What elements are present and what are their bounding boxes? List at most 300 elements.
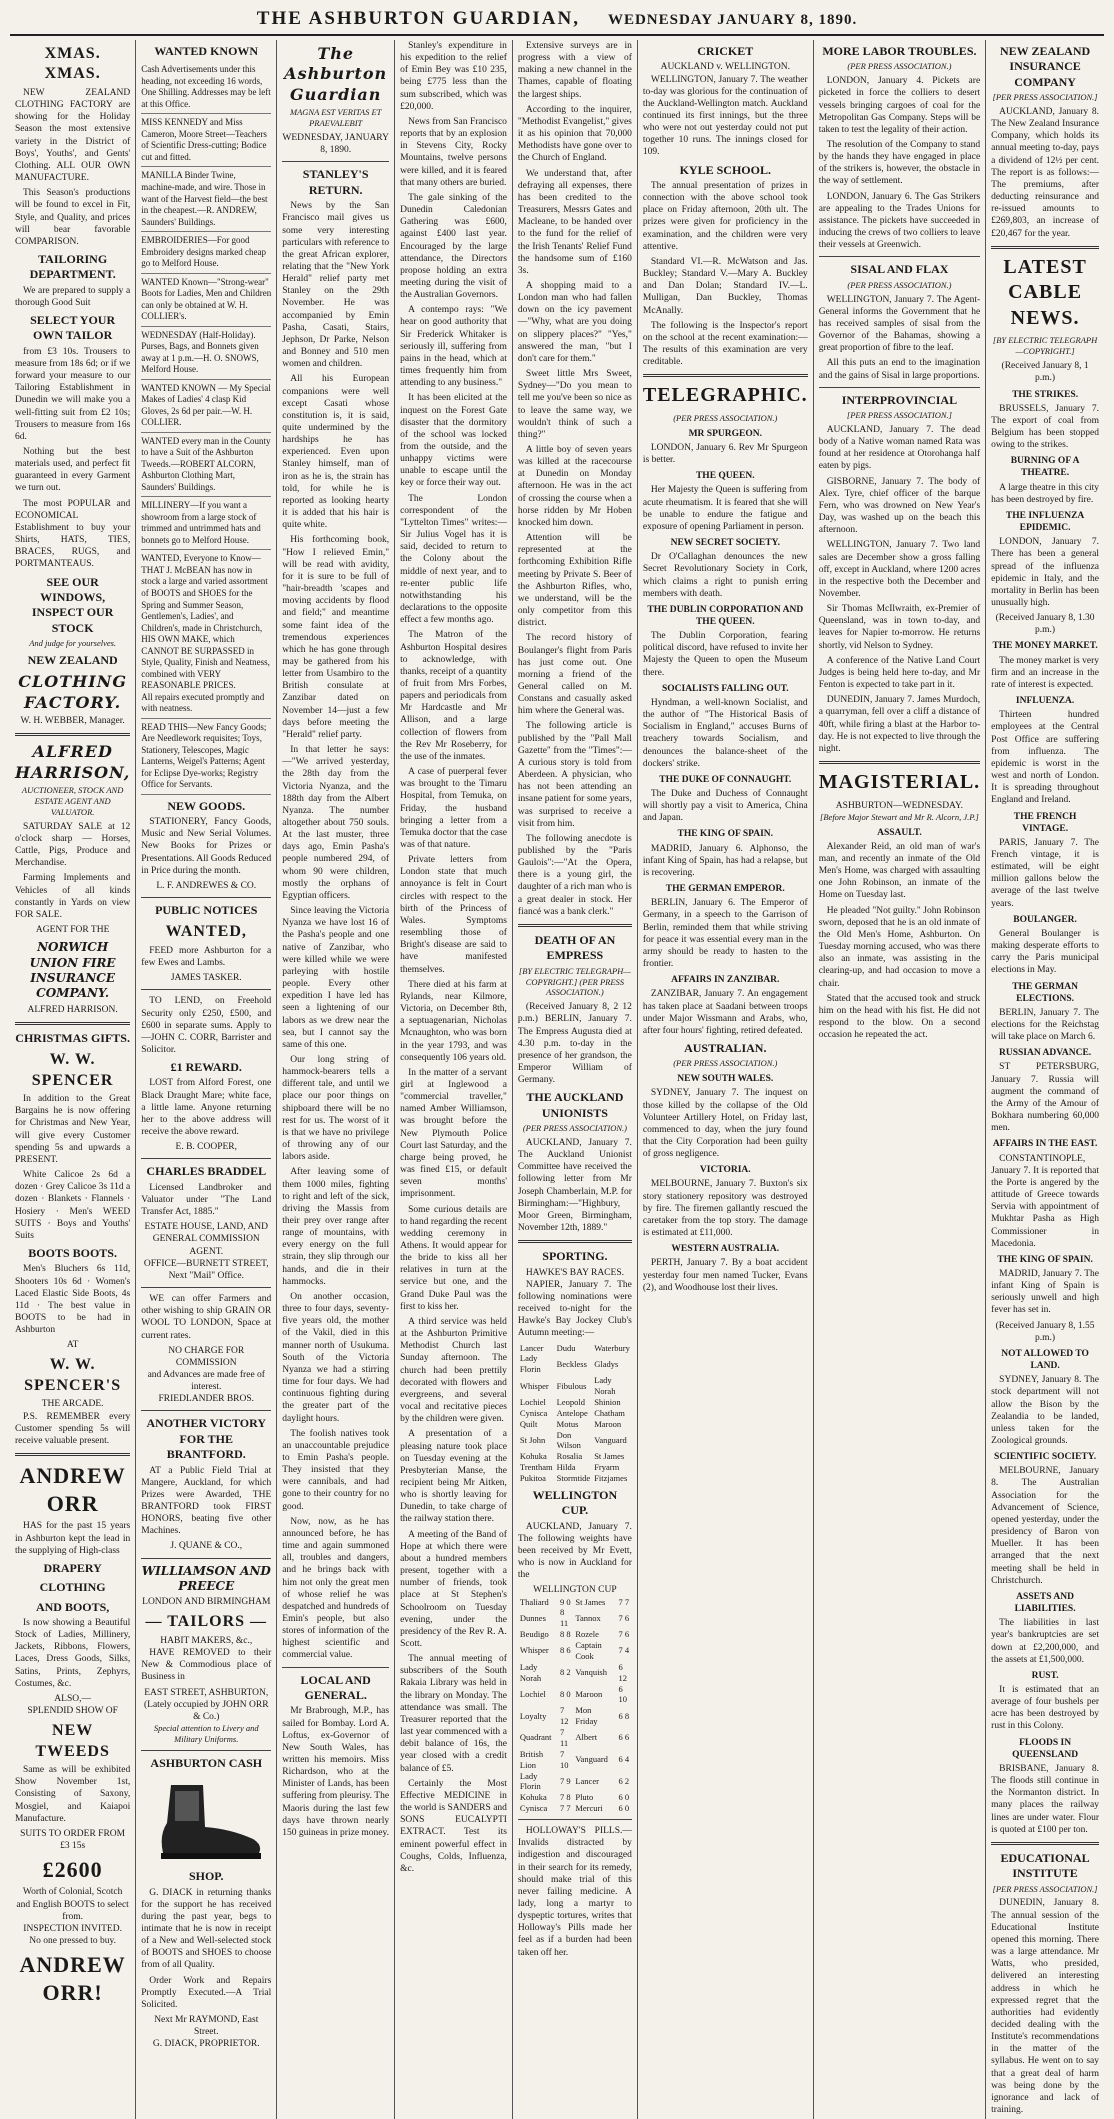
diack-text-2: Order Work and Repairs Promptly Executed.—A Trial Solicited. [141, 1975, 272, 2010]
article-paragraph: WELLINGTON, January 7. The Agent-General informs the Government that he has received samples of sisal from the Governor of the Bahamas, showing a great proportion of fibre to the leaf. [818, 294, 981, 354]
scientific-heading: SCIENTIFIC SOCIETY. [994, 1452, 1097, 1463]
horse-weight: 7 10 [559, 1748, 569, 1770]
cricket-heading: CRICKET [697, 44, 754, 58]
weights-body [518, 1597, 632, 1815]
masthead [10, 8, 1104, 36]
horse-name: Beckless [556, 1358, 587, 1369]
article-paragraph: BRISBANE, January 8. The floods still continue in the Normanton district. In many places the railway lines are under water. Flour is quoted at £100 per ton. [991, 1763, 1099, 1835]
horse-weight: 7 7 [618, 1596, 630, 1607]
horse-weight: 7 4 [618, 1645, 630, 1656]
ad-text: WANTED Known—"Strong-wear" Boots for Ladies, Men and Children can only be obtained at W. H. COLLIER's. [141, 276, 272, 322]
horse-name: Tannox [575, 1612, 601, 1623]
magisterial-heading: MAGISTERIAL. [818, 771, 981, 794]
weights-table [518, 1597, 632, 1815]
weight-row [518, 1607, 632, 1629]
article-paragraph: BERLIN, January 7. The elections for the Reichstag will take place on March 6. [991, 1007, 1099, 1043]
article-paragraph: NAPIER, January 7. The following nominations were received to-night for the Hawke's Bay Jockey Club's Autumn meeting:— [517, 1279, 632, 1339]
article-paragraph: A meeting of the Band of Hope at which there were about a hundred members present, together with a number of friends, took place at St Stephen's Schoolroom on Tuesday evening, under the presidency of the Rev R. A. Scott. [400, 1529, 507, 1649]
horse-name: Lady Florin [519, 1770, 541, 1792]
horse-name: Lady Florin [519, 1353, 541, 1375]
article-paragraph: SYDNEY, January 8. The stock department will not allow the Bison by the Zealandia to be landed, unless taken for the Zoological grounds. [991, 1375, 1099, 1447]
wanted-known-heading: WANTED KNOWN [154, 44, 259, 58]
nomination-row [518, 1375, 632, 1397]
saturday-sale: SATURDAY SALE at 12 o'clock sharp — Horses, Cattle, Pigs, Produce and Merchandise. [15, 821, 131, 869]
article-paragraph: MELBOURNE, January 7. Buxton's six story stationery repository was destroyed by fire. The firemen gallantly rescued the caretaker from the top story. The damage is estimated at £11,000. [642, 1179, 808, 1239]
horse-name: Lady Norah [594, 1375, 616, 1397]
article-paragraph: There died at his farm at Rylands, near Kilmore, Victoria, on December 8th, a septuagenarian, Nicholas Mcnaughton, who was born in the year 1793, and was consequently 106 years old. [400, 979, 507, 1063]
article-paragraph: The liabilities in last year's bankruptcies are set down at £2,200,000, and the assets at £1,500,000. [991, 1618, 1099, 1665]
article-paragraph: Standard VI.—R. McWatson and Jas. Buckley; Standard V.—Mary A. Buckley and Dan Dolan; Standard IV.—L. Mulligan, Dan Buckley, Thomas McAnally. [642, 256, 808, 316]
editorial-date: WEDNESDAY, JANUARY 8, 1890. [282, 133, 389, 156]
column-6 [638, 40, 814, 2119]
classified-ad [141, 274, 271, 327]
horse-name: Whisper [519, 1645, 549, 1656]
article-paragraph: On another occasion, three to four days, seventy-five years old, the mother of the Vakil, died in this manner north of Usukuma. South of the Victoria Nyanza we had a stirring time for four days. We had continuous fighting during the greater part of the daylight hours. [282, 1291, 390, 1424]
divider [141, 1558, 271, 1559]
horse-name: Lady Norah [519, 1661, 542, 1683]
divider [518, 924, 632, 927]
article-paragraph: Alexander Reid, an old man of war's man, and recently an inmate of the Old Men's Home, was charged with assaulting one John Robinson, an inmate of the Home on Tuesday last. [818, 841, 981, 901]
article-paragraph: The following anecdote is published by the "Paris Gaulois":—"At the Opera, there is a young girl, the daughter of a rich man who is a great dealer in stock. Her fiancé was a bank clerk." [517, 833, 632, 917]
horse-weight: 6 6 [618, 1732, 630, 1743]
article-paragraph: A conference of the Native Land Court Judges is being held here to-day, and Mr Fenton is expected to take part in it. [818, 655, 981, 691]
horse-name: Thaliard [519, 1596, 549, 1607]
divider [991, 246, 1099, 249]
column-2 [136, 40, 277, 2119]
telegraphic-sub: (PER PRESS ASSOCIATION.) [673, 412, 778, 423]
friedlander-signature: FRIEDLANDER BROS. [158, 1394, 255, 1405]
horse-name: Loyalty [519, 1710, 547, 1721]
new-goods-heading: NEW GOODS. [167, 798, 246, 813]
horse-name: Fibulous [556, 1380, 587, 1391]
horse-name: Vanguard [594, 1434, 627, 1445]
article-paragraph: A case of puerperal fever was brought to the Timaru Hospital, from Temuka, on Friday, the husband bringing a letter from a Temuka doctor that the case was of that nature. [400, 767, 507, 850]
ad-text: WANTED every man in the County to have a Suit of the Ashburton Tweeds.—ROBERT ALCORN, Ashburton Clothing Mart, Saunders' Buildings. [141, 435, 271, 492]
ad-text: WANTED KNOWN — My Special Makes of Ladies' 4 clasp Kid Gloves, 2s 6d per pair.—W. H. COLLIER. [141, 382, 271, 428]
wanted-text: FEED more Ashburton for a few Ewes and Lambs. [141, 945, 272, 969]
weight-row [518, 1749, 632, 1771]
clothing-intro: NEW ZEALAND CLOTHING FACTORY are showing for the Holiday Season the most extensive variety in the District of Boys', Youths', and Gents' Clothing. ALL OUR OWN MANUFACTURE. [15, 87, 131, 184]
article-paragraph: Our long string of hammock-bearers tells a different tale, and until we place our poor things on shipboard there will be no rest for us. The worst of it is that we have no privilege of throwing any of our labors aside. [282, 1054, 390, 1163]
clothing-intro-2: This Season's productions will be found to excel in Fit, Style, and Quality, and prices will bear favorable COMPARISON. [15, 188, 131, 247]
vintage-heading: THE FRENCH VINTAGE. [1013, 811, 1077, 834]
horse-name: Lochiel [519, 1396, 546, 1407]
article-paragraph: The London correspondent of the "Lyttelton Times" writes:—Sir Julius Vogel has it is said, decided to return to the Colony about the middle of next year, and to re-enter public life notwithstanding his declarations to the opposite effect a few months ago. [400, 493, 507, 626]
andrew-orr-footer: ANDREW ORR! [19, 1952, 126, 2006]
article-paragraph: Stanley's expenditure in his expedition to the relief of Emin Bey was £10 235, being £775 less than the sum subscribed, which was £20,000. [400, 41, 507, 112]
article-paragraph: BRUSSELS, January 7. The export of coal from Belgium has been stopped owing to the strikes. [991, 403, 1099, 451]
article-paragraph: He pleaded "Not guilty." John Robinson sworn, deposed that he is an old inmate of the Old Men's Home, Ashburton. On Tuesday morning accused, who was there also an inmate, was assisting in the clearing-up, and had occasion to move a chair. [818, 905, 981, 989]
issue-date: WEDNESDAY JANUARY 8, 1890. [607, 12, 858, 28]
dublin-heading: THE DUBLIN CORPORATION AND THE QUEEN. [647, 604, 804, 627]
horse-name: Lancer [575, 1775, 599, 1786]
labour-sub: (PER PRESS ASSOCIATION.) [847, 61, 952, 72]
horse-name: Quilt [519, 1418, 538, 1429]
nomination-row [518, 1462, 632, 1473]
horse-name: Rozele [575, 1629, 599, 1640]
horse-name: Rosalia [556, 1451, 583, 1462]
boots-text: Men's Bluchers 6s 11d, Shooters 10s 6d · Women's Laced Elastic Side Boots, 4s 11d · The best value in BOOTS to be had in Ashburton [15, 1264, 131, 1336]
article-paragraph: SYDNEY, January 7. The inquest on those killed by the collapse of the Old Volunteer Artillery Hotel, on Friday last, commenced to day, when the jury found that the City Corporation had been guilty of gross negligence. [642, 1088, 808, 1160]
tweeds-text: Same as will be exhibited Show November 1st, Consisting of Saxony, Mosgiel, and Kaiapoi Manufacture. [15, 1765, 131, 1824]
educational-heading: EDUCATIONAL INSTITUTE [1000, 1850, 1090, 1881]
nz-heading: NEW ZEALAND [27, 652, 118, 667]
latest-cable-sub: [BY ELECTRIC TELEGRAPH—COPYRIGHT.] [992, 335, 1098, 357]
weight-row [518, 1705, 632, 1727]
horse-name: Whisper [519, 1380, 549, 1391]
zanzibar-heading: AFFAIRS IN ZANZIBAR. [671, 975, 780, 986]
article-paragraph: It is estimated that an average of four bushels per acre has been destroyed by rust in this Colony. [991, 1684, 1099, 1732]
horse-name: Fryarm [594, 1462, 620, 1473]
divider [15, 1453, 130, 1456]
ad-text: WANTED, Everyone to Know—THAT J. McBEAN has now in stock a large and varied assortment of BOOTS and SHOES for the Spring and Summer Season, Gentlemen's, Ladies', and Children's, made in Christchurch, HIS OWN MAKE, which CANNOT BE SURPASSED in Style, Quality, Finish and Neatness, combined with VERY REASONABLE PRICES. [141, 553, 270, 691]
spencer-heading: W. W. SPENCER [31, 1051, 114, 1089]
divider [282, 1667, 389, 1668]
boots-heading: BOOTS BOOTS. [28, 1246, 117, 1261]
nomination-row [518, 1343, 632, 1354]
article-paragraph: The record history of Boulanger's flight from Paris has just come out. One morning a friend of the General called on M. Constans and casually asked him where the General was. [517, 633, 632, 717]
drapery-label: DRAPERY [43, 1560, 102, 1575]
article-paragraph: All this puts an end to the imagination and the gains of Sisal in large proportions. [818, 358, 981, 381]
classified-ad [141, 719, 271, 795]
horse-weight: 6 4 [618, 1754, 630, 1765]
received-note: (Received January 8, 1 p.m.) [1001, 361, 1089, 384]
weight-row [518, 1803, 632, 1814]
socialists-heading: SOCIALISTS FALLING OUT. [661, 683, 789, 694]
horse-name: Lochiel [519, 1688, 546, 1699]
boot-illustration-icon [141, 1775, 271, 1865]
not-allowed-heading: NOT ALLOWED TO LAND. [1001, 1348, 1089, 1372]
article-paragraph: Certainly the Most Effective MEDICINE in the world is SANDERS and SONS EUCALYPTI EXTRACT. Test its eminent powerful effect in Coughs, Colds, Influenza, &c. [400, 1778, 507, 1874]
classified-ad [141, 61, 271, 114]
article-paragraph: WELLINGTON, January 7. Two land sales are December show a gross falling off, except in Auckland, where 1200 acres in the respective both the December and November. [818, 540, 981, 600]
tailors-heading: — TAILORS — [145, 1613, 268, 1631]
farming-implements: Farming Implements and Vehicles of all kinds constantly in Yards on view FOR SALE. [15, 873, 131, 920]
horse-weight: 6 0 [618, 1792, 630, 1803]
ad-text: MILLINERY—If you want a showroom from a large stock of trimmed and untrimmed hats and bonnets go to Melford House. [141, 500, 261, 545]
article-paragraph: The Matron of the Ashburton Hospital desires to acknowledge, with thanks, receipt of a quantity of fruit from Mrs Forbes, papers and periodicals from Mr Hardcastle and Mr Allison, and a large collection of flowers from the Rev Mr Roseberry, for the use of the inmates. [400, 630, 507, 762]
article-paragraph: According to the inquirer, "Methodist Evangelist," gives it as his opinion that 70,000 Methodists have gone over to the Church of England. [517, 104, 632, 164]
horse-name: Cynisca [519, 1407, 548, 1418]
classified-ad [141, 497, 271, 550]
divider [141, 1287, 271, 1288]
horse-name: Vanquish [575, 1667, 607, 1678]
telegraphic-heading: TELEGRAPHIC. [642, 384, 808, 407]
king-spain-heading: THE KING OF SPAIN. [997, 1254, 1093, 1265]
article-paragraph: ST PETERSBURG, January 7. Russia will augment the command of the Army of the Amour of Bokhara numbering 60,000 men. [991, 1062, 1099, 1134]
horse-weight: 8 8 [559, 1629, 571, 1640]
article-paragraph: In the matter of a servant girl at Inglewood a "commercial traveller," named Amber Williamson, was brought before the New Plymouth Police Court last Saturday, and the charge being proved, he was fined £15, or default seven months' imprisonment. [400, 1067, 507, 1200]
classified-ad [141, 232, 271, 274]
article-paragraph: The resolution of the Company to stand by the hands they have engaged in place of the strikers is, however, the obstacle in the way of settlement. [818, 140, 981, 187]
braddell-heading: CHARLES BRADDEL [146, 1164, 267, 1179]
article-paragraph: MELBOURNE, January 8. The Australian Association for the Advancement of Science, opened yesterday, under the presidency of Baron von Mueller. It has been arranged that the next meeting shall be held in Christchurch. [991, 1466, 1099, 1586]
horse-name: Maroon [594, 1418, 622, 1429]
article-paragraph: It has been elicited at the inquest on the Forest Gate disaster that the dormitory of the school was locked from the outside, and the unhappy victims were unable to escape until the key or force their way out. [400, 393, 507, 489]
article-paragraph: Her Majesty the Queen is suffering from acute rheumatism. It is feared that she will be unable to endure the fatigue and exposure of opening Parliament in person. [642, 485, 808, 532]
horse-name: British Lion [519, 1748, 544, 1770]
spencer-list: White Calicoe 2s 6d a dozen · Grey Calicoe 3s 11d a dozen · Blankets · Flannels · Hosiery · Men's WEED SUITS · Boys and Youths' Suits [15, 1170, 131, 1241]
xmas-heading: XMAS. XMAS. [44, 45, 101, 83]
article-paragraph: LONDON, January 4. Pickets are picketed in force the colliers to desert vessels bringing cargoes of coal for the Metropolitan Gas Company. Steps will be taken to test the legality of their action. [818, 76, 981, 135]
east-street-note: (Lately occupied by JOHN ORR & Co.) [144, 1699, 269, 1722]
inspection-invited: INSPECTION INVITED. [23, 1923, 122, 1934]
victoria-heading: VICTORIA. [699, 1165, 751, 1176]
divider [15, 1022, 130, 1025]
divider [518, 1819, 632, 1820]
holloway-ad: HOLLOWAY'S PILLS.—Invalids distracted by indigestion and discouraged in their search for its remedy, should make trial of this never failing medicine. A lady, long a martyr to dyspeptic tortures, writes that Holloway's Pills made her feel as if a burden had been taken off her. [517, 1826, 632, 1958]
spurgeon-heading: MR SPURGEON. [688, 428, 762, 439]
article-paragraph: His forthcoming book, "How I relieved Emin," will be read with avidity, for it is sure to be full of "hair-breadth 'scapes and moving accidents by flood and field;" and meantime some faint idea of the tremendous experiences which he has gone through may be gathered from his letter from Usambiro to the British consulate at Zanzibar dated on November 14—just a few days before meeting the "Herald" relief party. [282, 535, 390, 740]
reward-text: LOST from Alford Forest, one Black Draught Mare; white face, a little lame. Anyone returning her to the above address will receive the above reward. [141, 1078, 272, 1138]
tailoring-heading: TAILORING DEPARTMENT. [29, 251, 116, 282]
article-paragraph: Extensive surveys are in progress with a view of making a new channel in the Thames, capable of floating the largest ships. [517, 41, 632, 100]
horse-weight: 8 6 [559, 1645, 571, 1656]
cash-heading: ASHBURTON CASH [150, 1755, 263, 1770]
horse-weight: 8 0 [559, 1688, 571, 1699]
horse-weight: 7 7 [559, 1803, 571, 1814]
arcade-label: THE ARCADE. [41, 1399, 104, 1410]
article-paragraph: We understand that, after defraying all expenses, there has been credited to the Treasurers, Messrs Gates and Macleane, to be handed over to the fund for the relief of the Irish Tenants' Relief Fund the handsome sum of £160 3s. [517, 168, 632, 276]
weight-row [518, 1727, 632, 1749]
horse-name: Cynisca [519, 1803, 548, 1814]
article-paragraph: A large theatre in this city has been destroyed by fire. [991, 482, 1099, 505]
article-paragraph: PERTH, January 7. By a boat accident yesterday four men named Tucker, Evans (2), and Woodhouse lost their lives. [642, 1258, 808, 1293]
alfred-subtitle: AUCTIONEER, STOCK AND ESTATE AGENT AND VALUATOR. [21, 785, 124, 817]
column-8 [986, 40, 1104, 2119]
article-paragraph: The Dublin Corporation, fearing political discord, have refused to invite her Majesty the Queen to open the Museum there. [642, 631, 808, 678]
williamson-heading: WILLIAMSON AND PREECE [141, 1563, 271, 1593]
nomination-row [518, 1430, 632, 1452]
article-paragraph: GISBORNE, January 7. The body of Alex. Tyre, chief officer of the barque Fern, who was drowned on New Year's Day, was washed up on the beach this afternoon. [818, 476, 981, 536]
williamson-subtitle: LONDON AND BIRMINGHAM [142, 1597, 271, 1608]
divider [282, 161, 389, 162]
horse-name: Quadrant [519, 1732, 552, 1743]
influenza-heading: THE INFLUENZA EPIDEMIC. [1005, 510, 1085, 534]
horse-weight: 7 6 [618, 1612, 630, 1623]
german-elections-heading: THE GERMAN ELECTIONS. [1012, 981, 1078, 1004]
article-paragraph: Stated that the accused took and struck him on the head with his fist. He did not respond to the blow. On a second occasion he repeated the act. [818, 993, 981, 1041]
divider [15, 733, 130, 736]
horse-name: Don Wilson [556, 1429, 581, 1451]
reward-heading: £1 REWARD. [170, 1060, 242, 1075]
weight-row [518, 1597, 632, 1608]
nomination-row [518, 1419, 632, 1430]
new-goods-text: STATIONERY, Fancy Goods, Music and New Serial Volumes. New Books for Prizes or Presentations. All Goods Reduced in Price during the month. [141, 817, 272, 876]
horse-name: Kohuka [519, 1451, 547, 1462]
article-paragraph: Sir Thomas McIlwraith, ex-Premier of Queensland, was in town to-day, and leaves for Napier to-morrow. He returns shortly, vid Nelson to Sydney. [818, 604, 981, 651]
article-paragraph: LONDON, January 6. Rev Mr Spurgeon is better. [642, 442, 808, 466]
divider [141, 1410, 271, 1411]
horse-weight: 7 11 [559, 1727, 569, 1748]
labour-heading: MORE LABOR TROUBLES. [822, 44, 977, 58]
assault-heading: ASSAULT. [877, 827, 922, 838]
article-paragraph: AUCKLAND, January 7. The Auckland Unionist Committee have received the following letter from Mr Joseph Chamberlain, M.P. for Birmingham:—"Highbury, Moor Green, Birmingham, November 12th, 1889." [517, 1137, 632, 1234]
tailoring-text: We are prepared to supply a thorough Good Suit [15, 285, 131, 308]
article-paragraph: News by the San Francisco mail gives us some very interesting particulars with reference to the great African explorer, relating that the "New York Herald" relief party met Stanley on the 29th November. He was accompanied by Emin Pasha, Casati, Stairs, Jephson, Dr Parke, Nelson and Bonney and 510 men women and children. [282, 201, 390, 370]
horse-name: Motus [556, 1418, 579, 1429]
insurance-heading: NEW ZEALAND INSURANCE COMPANY [1000, 44, 1091, 89]
strikes-heading: THE STRIKES. [1012, 389, 1079, 400]
nomination-row [518, 1408, 632, 1419]
connaught-heading: THE DUKE OF CONNAUGHT. [659, 774, 792, 785]
article-paragraph: MADRID, January 7. The infant King of Spain is seriously unwell and high fever has set in. [991, 1268, 1099, 1316]
german-emperor-heading: THE GERMAN EMPEROR. [665, 884, 785, 895]
floods-heading: FLOODS IN QUEENSLAND [1012, 1737, 1079, 1760]
article-paragraph: LONDON, January 6. The Gas Strikers are appealing to the Trades Unions for assistance. The pickets have succeeded in inducing the crews of two colliers to leave their vessels at Greenwich. [818, 191, 981, 251]
article-paragraph: Sweet little Mrs Sweet, Sydney—"Do you mean to tell me you've been so nice as to leave the same way, we wouldn't think of such a thing?" [517, 369, 632, 440]
worth-text: Worth of Colonial, Scotch and English BOOTS to select from. [16, 1887, 129, 1922]
paper-motto: MAGNA EST VERITAS ET PRAEVALEBIT [289, 107, 382, 129]
divider [141, 1158, 271, 1159]
horse-weight: 9 0 [559, 1596, 571, 1607]
horse-name: Antelope [556, 1407, 588, 1418]
east-street: EAST STREET, ASHBURTON, [144, 1687, 269, 1698]
andrew-orr-heading: ANDREW ORR [19, 1463, 126, 1517]
tasker-signature: JAMES TASKER. [170, 973, 242, 984]
article-paragraph: The annual presentation of prizes in connection with the above school took place on Friday afternoon, 20th ult. The prizes were given for proficiency in the examination, and the children were very attentive. [642, 180, 808, 252]
ad-text: MISS KENNEDY and Miss Cameron, Moore Street—Teachers of Scientific Dress-cutting; Bodice cut and fitted. [141, 117, 267, 162]
horse-weight: 6 10 [618, 1683, 627, 1705]
horse-weight: 6 2 [618, 1775, 630, 1786]
at-label: AT [66, 1340, 79, 1351]
nothing-but-best: Nothing but the best materials used, and perfect fit guaranteed in every Garment we turn out. [15, 446, 131, 494]
article-paragraph: MADRID, January 6. Alphonso, the infant King of Spain, has had a relapse, but is recovering. [642, 843, 808, 878]
secret-society-heading: NEW SECRET SOCIETY. [670, 538, 780, 549]
horse-name: Albert [575, 1732, 598, 1743]
ad-text: MANILLA Binder Twine, machine-made, and wire. Those in want of the Harvest field—the best in the cheapest.—R. ANDREW, Saunders' Buildings. [141, 170, 268, 227]
insurance-sub: [PER PRESS ASSOCIATION.] [992, 92, 1098, 103]
interprovincial-sub: [PER PRESS ASSOCIATION.] [846, 410, 952, 421]
factory-heading: CLOTHING FACTORY. [18, 672, 127, 712]
classified-ad [141, 114, 271, 167]
horse-name: Dunnes [519, 1612, 546, 1623]
horse-name: St James [575, 1596, 606, 1607]
horse-weight: 6 8 [618, 1710, 630, 1721]
new-tweeds-heading: NEW TWEEDS [35, 1722, 110, 1760]
death-empress-sub: [BY ELECTRIC TELEGRAPH—COPYRIGHT.] (PER PRESS ASSOCIATION.) [518, 965, 631, 998]
divider [518, 1240, 632, 1243]
article-paragraph: AUCKLAND, January 7. The dead body of a Native woman named Rata was found at her residence at Otorohanga half eaten by pigs. [818, 424, 981, 472]
article-paragraph: Now, now, as he has announced before, he has time and again summoned all, troubles and dangers, and he brings back with him not only the great men of whose relief he was despatched and hundreds of Emin's people, but also stores of information of the highest scientific and commercial value. [282, 1516, 390, 1661]
weight-row [518, 1629, 632, 1640]
horse-name: Hilda [556, 1462, 576, 1473]
divider [819, 761, 980, 764]
horse-name: Fitzjames [594, 1473, 628, 1484]
affairs-east-heading: AFFAIRS IN THE EAST. [992, 1139, 1098, 1150]
latest-cable-heading: LATEST CABLE NEWS. [1003, 255, 1087, 329]
article-paragraph: Private letters from London state that much annoyance is felt in Court circles with respect to the birth of the Princess of Wales. Symptoms resembling those of Bright's disease are said to have manifested themselves. [400, 855, 507, 975]
grain-text: WE can offer Farmers and other wishing to ship GRAIN OR WOOL TO LONDON, Space at current rates. [141, 1294, 272, 1341]
habit-makers: HABIT MAKERS, &c., [160, 1635, 253, 1646]
article-paragraph: Attention will be represented at the forthcoming Exhibition Rifle meeting by Private S. Beer of the Ashburton Rifles, who, we understand, will be the only competitor from this district. [517, 533, 632, 629]
select-tailor-text: from £3 10s. Trousers to measure from 18s 6d; or if we forward your measure to our Tailoring Establishment in Dunedin we will make you a well-fitting suit from £2 10s; Trousers to measure from 16s 6d. [15, 346, 131, 442]
diack-signature: G. DIACK, PROPRIETOR. [152, 2039, 260, 2050]
article-paragraph: In that letter he says:—"We arrived yesterday, the 28th day from the Victoria Nyanza, and the 188th day from the Albert Nyanza. The number altogether about 750 souls. At the last muster, three days ago, Emin Pasha's people numbered 294, of whom 90 were children, mostly the orphans of Egyptian officers. [282, 745, 390, 901]
alfred-signature: ALFRED HARRISON. [27, 1004, 118, 1015]
article-paragraph: The gale sinking of the Dunedin Caledonian Gathering was £600, against £400 last year. Encouraged by the large attendance, the Directors propose holding an extra meeting during the visit of the Australian Governors. [400, 192, 507, 301]
divider [819, 387, 980, 388]
horse-name: Maroon [575, 1688, 603, 1699]
column-1 [10, 40, 136, 2119]
horse-weight: 8 2 [559, 1667, 571, 1678]
popular-establishment: The most POPULAR and ECONOMICAL Establishment to buy your Shirts, HATS, TIES, BRACES, RUGS, and PORTMANTEAUS. [15, 498, 131, 570]
classified-ad [141, 327, 271, 380]
nomination-row [518, 1353, 632, 1375]
weight-row [518, 1662, 632, 1684]
assets-heading: ASSETS AND LIABILITIES. [1014, 1591, 1076, 1615]
article-paragraph: LONDON, January 7. There has been a general spread of the influenza epidemic in Italy, and the mortality in Berlin has been unusually high. [991, 537, 1099, 609]
columns [10, 40, 1104, 2116]
sporting-heading: SPORTING. [542, 1249, 608, 1264]
horse-name: Vanguard [575, 1754, 608, 1765]
article-paragraph: News from San Francisco reports that by an explosion in Stevens City, Rocky Mountains, twelve persons were killed, and it is feared that many others are buried. [400, 116, 507, 188]
received-note: (Received January 8, 1.55 p.m.) [995, 1320, 1095, 1343]
brantford-text: AT a Public Field Trial at Mangere, Auckland, for which Prizes were Awarded, THE BRANTFORD took FIRST HONORS, beating five other Machines. [141, 1465, 272, 1537]
horse-weight: 7 8 [559, 1792, 571, 1803]
king-spain-heading: THE KING OF SPAIN. [677, 829, 774, 840]
orr-stock: Is now showing a Beautiful Stock of Ladies, Millinery, Jackets, Ribbons, Flowers, Laces, Dress Goods, Silks, Satins, Prints, Zephyrs, Costumes, &c. [15, 1617, 131, 1689]
magisterial-sub-2: [Before Major Stewart and Mr R. Alcorn, J.P.] [820, 811, 979, 822]
article-paragraph: CONSTANTINOPLE, January 7. It is reported that the Porte is angered by the attitude of Greece towards Servia with appointment of Mukhtar Pasha as High Commissioner in Macedonia. [991, 1153, 1099, 1249]
clothing-label: CLOTHING [39, 1580, 106, 1595]
horse-name: Mercuri [575, 1803, 603, 1814]
horse-weight: 7 6 [618, 1629, 630, 1640]
horse-name: Mon Friday [575, 1705, 598, 1727]
divider [643, 374, 808, 377]
removed-text: HAVE REMOVED to their New & Commodious place of Business in [141, 1648, 272, 1683]
ad-text: EMBROIDERIES—For good Embroidery designs marked cheap go to Melford House. [141, 235, 266, 269]
horse-weight: 8 11 [559, 1607, 569, 1629]
windows-heading: SEE OUR WINDOWS, INSPECT OUR STOCK [31, 574, 114, 635]
article-paragraph: Dr O'Callaghan denounces the new Secret Revolutionary Society in Cork, which claims a right to punish erring members with death. [642, 552, 808, 599]
article-paragraph: The Duke and Duchess of Connaught will shortly pay a visit to America, China and Japan. [642, 789, 808, 824]
article-paragraph: Some curious details are to hand regarding the recent wedding ceremony in Athens. It would appear for the bride to kiss all her relatives in turn at the service but one, and the Grand Duke Paul was the first to kiss her. [400, 1204, 507, 1312]
column-4 [395, 40, 513, 2119]
cooper-signature: E. B. COOPER, [175, 1142, 238, 1153]
article-paragraph: The following is the Inspector's report on the school at the recent examination:—The results of this examination are very creditable. [642, 320, 808, 368]
suits-to-order: SUITS TO ORDER FROM £3 15s [20, 1828, 126, 1852]
ad-text: Cash Advertisements under this heading, not exceeding 16 words, One Shilling. Addresses may be left at this Office. [141, 64, 271, 109]
diack-text: G. DIACK in returning thanks for the support he has received during the past year, begs to intimate that he is now in receipt of a New and Well-selected stock of BOOTS and SHOES to choose from of all Quality. [141, 1887, 272, 1971]
divider [991, 1842, 1099, 1845]
select-tailor-heading: SELECT YOUR OWN TAILOR [30, 313, 116, 343]
brantford-heading: ANOTHER VICTORY FOR THE BRANTFORD. [146, 1416, 267, 1462]
magisterial-sub: ASHBURTON—WEDNESDAY. [835, 800, 964, 811]
weight-row [518, 1684, 632, 1706]
article-paragraph: General Boulanger is making desperate efforts to carry the Paris municipal elections in May. [991, 928, 1099, 976]
ad-text: WEDNESDAY (Half-Holiday). Purses, Bags, and Bonnets given away at 1 p.m.—H. O. SNOWS, Melford House. [141, 329, 259, 375]
ps-note: P.S. REMEMBER every Customer spending 5s will receive valuable present. [15, 1411, 131, 1446]
boulanger-heading: BOULANGER. [1013, 914, 1077, 925]
received-note: (Received January 8, 1.30 p.m.) [995, 613, 1095, 636]
no-charge-heading: NO CHARGE FOR COMMISSION [168, 1345, 245, 1368]
horse-name: St John [519, 1434, 546, 1445]
article-paragraph: AUCKLAND, January 7. The following weights have been received by Mr Evett, who is now in Auckland for the [517, 1521, 632, 1581]
no-charge-text: and Advances are made free of interest. [147, 1369, 265, 1393]
unionists-heading: THE AUCKLAND UNIONISTS [526, 1090, 624, 1120]
unionists-sub: (PER PRESS ASSOCIATION.) [522, 1123, 627, 1134]
horse-name: Chatham [594, 1407, 625, 1418]
kyle-heading: KYLE SCHOOL. [679, 162, 771, 177]
orr-intro: HAS for the past 15 years in Ashburton kept the lead in the supplying of High-class [15, 1521, 131, 1556]
sisal-sub: (PER PRESS ASSOCIATION.) [847, 279, 952, 290]
column-5 [513, 40, 638, 2119]
article-paragraph: DUNEDIN, January 8. The annual session of the Educational Institute opened this morning. There was a large attendance. Mr Watts, who presided, delivered an interesting address in which he expressed regret that the authorities had evidently decided dealing with the Institute's recommendations in the matter of the syllabus. He went on to say that a great deal of harm was being done by the ignorance and lack of training. [991, 1898, 1099, 2116]
horse-name: Stormtide [556, 1473, 591, 1484]
australian-sub: (PER PRESS ASSOCIATION.) [673, 1058, 778, 1069]
nomination-row [518, 1473, 632, 1484]
